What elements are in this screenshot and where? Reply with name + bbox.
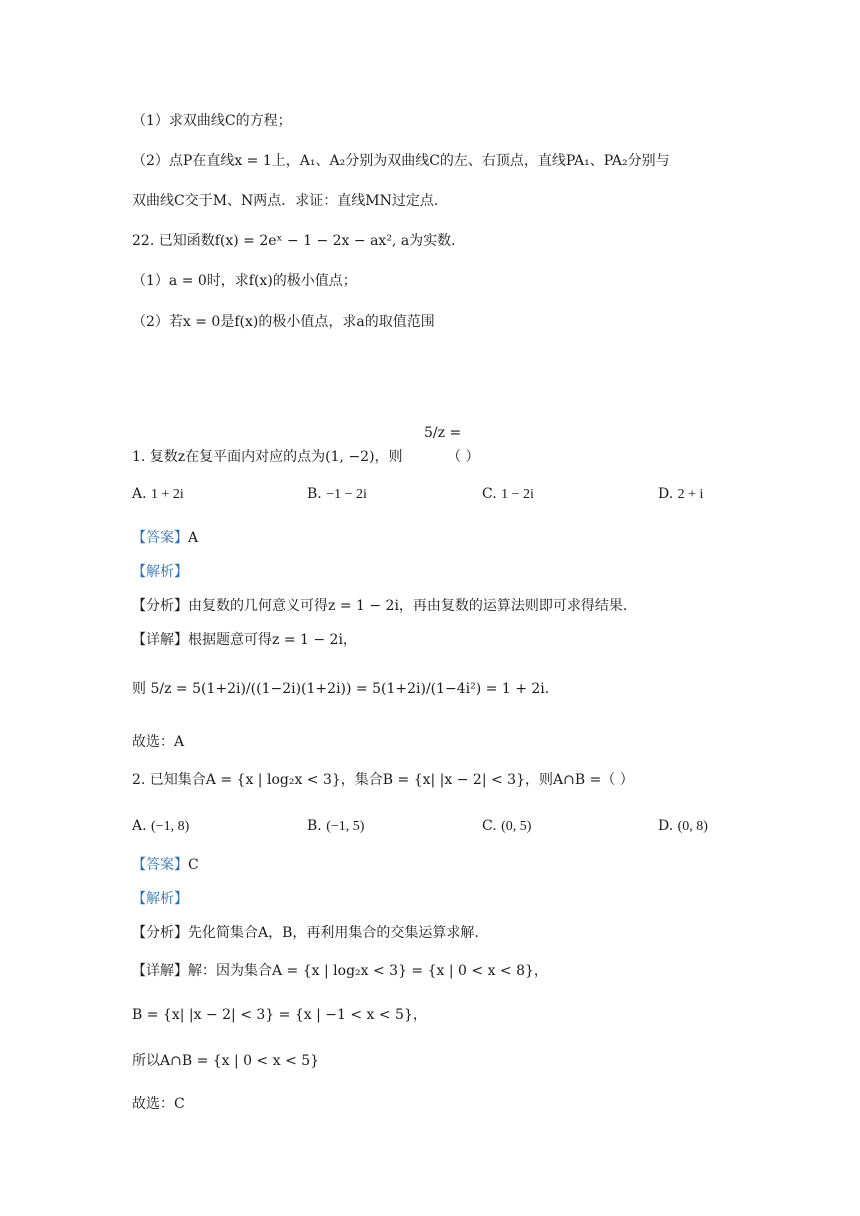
q1-stem — [132, 446, 479, 468]
q2-option-b-text: (−1, 5) — [326, 819, 365, 834]
q1-xiangjie — [132, 629, 357, 651]
q2-option-a-text: (−1, 8) — [151, 819, 190, 834]
q2-xiangjie-text: 解：因为集合A = {x | log₂x < 3} = {x | 0 < x < 8}， — [188, 963, 548, 979]
q22-stem: 22. 已知函数f(x) = 2eˣ − 1 − 2x − ax², a为实数． — [132, 233, 466, 249]
q1-paren: （ ） — [447, 449, 480, 465]
q2-option-a-key: A. — [132, 818, 147, 834]
q2-option-a — [132, 815, 189, 838]
q2-guxuan: 故选：C — [132, 1096, 185, 1112]
q2-stem: 2. 已知集合A = {x | log₂x < 3}，集合B = {x| |x − 2| < 3}，则A∩B =（ ） — [132, 772, 634, 788]
q1-option-c — [482, 483, 534, 506]
q1-fenxi-text: 由复数的几何意义可得z = 1 − 2i，再由复数的运算法则即可求得结果. — [188, 598, 628, 614]
q2-fenxi — [132, 922, 479, 944]
q1-option-b — [307, 483, 367, 506]
q2-option-c-text: (0, 5) — [501, 819, 532, 834]
q2-option-c-key: C. — [482, 818, 497, 834]
hyperbola-part2-line1: （2）点P在直线x = 1上，A₁、A₂分别为双曲线C的左、右顶点，直线PA₁、PA₂分别与 — [132, 153, 670, 169]
q1-option-d-key: D. — [658, 486, 674, 502]
q1-xiangjie-label: 【详解】 — [132, 632, 188, 648]
q2-jiexi — [132, 888, 188, 910]
q2-xiangjie — [132, 960, 548, 982]
q1-calculation: 则 5/z = 5(1+2i)/((1−2i)(1+2i)) = 5(1+2i)/(1−4i²) = 1 + 2i. — [132, 681, 550, 697]
q2-option-b — [307, 815, 364, 838]
q1-fenxi — [132, 595, 627, 617]
q22-part2: （2）若x = 0是f(x)的极小值点，求a的取值范围 — [132, 314, 435, 330]
q1-stem-text: 1. 复数z在复平面内对应的点为(1, −2)，则 — [132, 449, 403, 465]
q1-option-b-text: −1 − 2i — [326, 487, 367, 502]
q1-option-a — [132, 483, 184, 506]
q2-jiexi-label: 【解析】 — [132, 891, 188, 907]
q1-fraction: 5/z = — [424, 425, 462, 441]
q22-part1: （1）a = 0时，求f(x)的极小值点； — [132, 273, 357, 289]
q2-set-b: B = {x| |x − 2| < 3} = {x | −1 < x < 5}， — [132, 1007, 427, 1023]
q1-answer-value: A — [188, 530, 199, 546]
q1-option-c-key: C. — [482, 486, 497, 502]
q1-jiexi — [132, 561, 188, 583]
q2-option-d-key: D. — [658, 818, 674, 834]
hyperbola-part2-line2: 双曲线C交于M、N两点．求证：直线MN过定点． — [132, 193, 448, 209]
q1-xiangjie-text: 根据题意可得z = 1 − 2i， — [188, 632, 357, 648]
q2-answer-value: C — [188, 857, 199, 873]
q1-option-a-text: 1 + 2i — [151, 487, 184, 502]
q2-fenxi-label: 【分析】 — [132, 925, 188, 941]
q2-fenxi-text: 先化简集合A，B，再利用集合的交集运算求解. — [188, 925, 479, 941]
q2-xiangjie-label: 【详解】 — [132, 963, 188, 979]
q2-option-c — [482, 815, 531, 838]
q1-guxuan: 故选：A — [132, 734, 185, 750]
q2-intersection: 所以A∩B = {x | 0 < x < 5} — [132, 1053, 320, 1069]
q1-answer — [132, 527, 198, 549]
q2-option-d-text: (0, 8) — [677, 819, 708, 834]
q1-jiexi-label: 【解析】 — [132, 564, 188, 580]
q1-fenxi-label: 【分析】 — [132, 598, 188, 614]
q1-option-d-text: 2 + i — [677, 487, 704, 502]
q1-option-d — [658, 483, 703, 506]
hyperbola-part1: （1）求双曲线C的方程； — [132, 113, 292, 129]
q2-answer — [132, 854, 199, 876]
q1-option-c-text: 1 − 2i — [501, 487, 534, 502]
q1-option-b-key: B. — [307, 486, 322, 502]
q1-answer-label: 【答案】 — [132, 530, 188, 546]
q2-option-d — [658, 815, 708, 838]
q2-answer-label: 【答案】 — [132, 857, 188, 873]
q2-option-b-key: B. — [307, 818, 322, 834]
q1-option-a-key: A. — [132, 486, 147, 502]
